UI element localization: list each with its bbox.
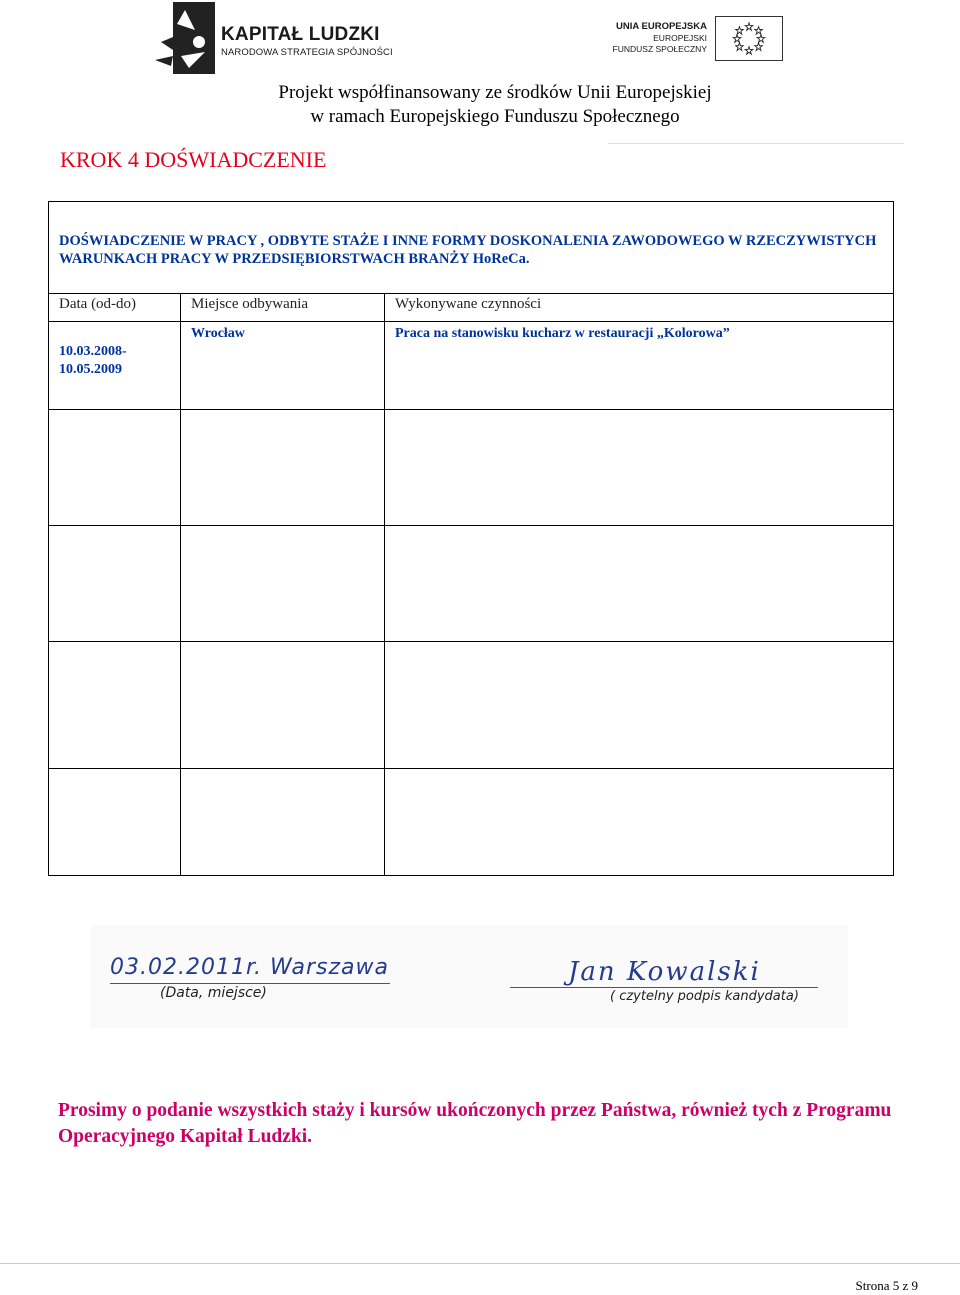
instruction-note: Prosimy o podanie wszystkich staży i kursów ukończonych przez Państwa, również tych z Programu Operacyjnego Kapitał Ludzki. xyxy=(58,1100,892,1147)
table-column-divider xyxy=(384,293,385,875)
kapital-ludzki-logo xyxy=(155,2,393,74)
eu-text xyxy=(613,20,707,55)
footer-divider xyxy=(0,1263,960,1264)
date-place-label: (Data, miejsce) xyxy=(160,985,267,1001)
date-from: 10.03.2008- xyxy=(59,344,127,359)
table-divider xyxy=(49,409,893,410)
signature-area xyxy=(90,925,848,1028)
table-column-divider xyxy=(180,293,181,875)
column-header-place: Miejsce odbywania xyxy=(191,296,309,312)
kapital-ludzki-star-icon xyxy=(155,2,215,74)
page-number: Strona 5 z 9 xyxy=(855,1278,918,1293)
eu-line1: UNIA EUROPEJSKA xyxy=(616,21,707,32)
handwritten-signature: Jan Kowalski xyxy=(568,957,761,987)
eu-logo xyxy=(610,16,785,62)
section-title: KROK 4 DOŚWIADCZENIE xyxy=(60,147,327,172)
header-divider xyxy=(608,143,904,144)
logo-title: KAPITAŁ LUDZKI xyxy=(221,24,380,45)
handwritten-date-place: 03.02.2011r. Warszawa xyxy=(110,955,390,980)
project-line-1: Projekt współfinansowany ze środków Unii Europejskiej xyxy=(278,82,712,103)
date-to: 10.05.2009 xyxy=(59,362,122,377)
date-signature-line xyxy=(110,983,390,984)
eu-line3: FUNDUSZ SPOŁECZNY xyxy=(612,44,707,54)
table-row-place: Wrocław xyxy=(191,326,245,341)
table-divider xyxy=(49,525,893,526)
table-divider xyxy=(49,641,893,642)
table-divider xyxy=(49,321,893,322)
column-header-date: Data (od-do) xyxy=(59,296,137,312)
table-row-task: Praca na stanowisku kucharz w restauracji „Kolorowa” xyxy=(395,326,730,341)
logo-subtitle: NARODOWA STRATEGIA SPÓJNOŚCI xyxy=(221,47,393,58)
table-divider xyxy=(49,768,893,769)
experience-table xyxy=(48,201,894,876)
column-header-tasks: Wykonywane czynności xyxy=(395,296,542,312)
project-line-2: w ramach Europejskiego Funduszu Społecznego xyxy=(310,106,680,127)
table-heading: DOŚWIADCZENIE W PRACY , ODBYTE STAŻE I INNE FORMY DOSKONALENIA ZAWODOWEGO W RZECZYWISTYCH WARUNKACH PRACY W PRZEDSIĘBIORSTWACH BRANŻY HoReCa. xyxy=(59,233,877,267)
candidate-signature-label: ( czytelny podpis kandydata) xyxy=(610,989,799,1004)
eu-flag-icon xyxy=(715,16,783,61)
candidate-signature-line xyxy=(510,987,818,988)
table-row-date xyxy=(59,343,127,379)
eu-line2: EUROPEJSKI xyxy=(653,33,707,43)
table-divider xyxy=(49,293,893,294)
